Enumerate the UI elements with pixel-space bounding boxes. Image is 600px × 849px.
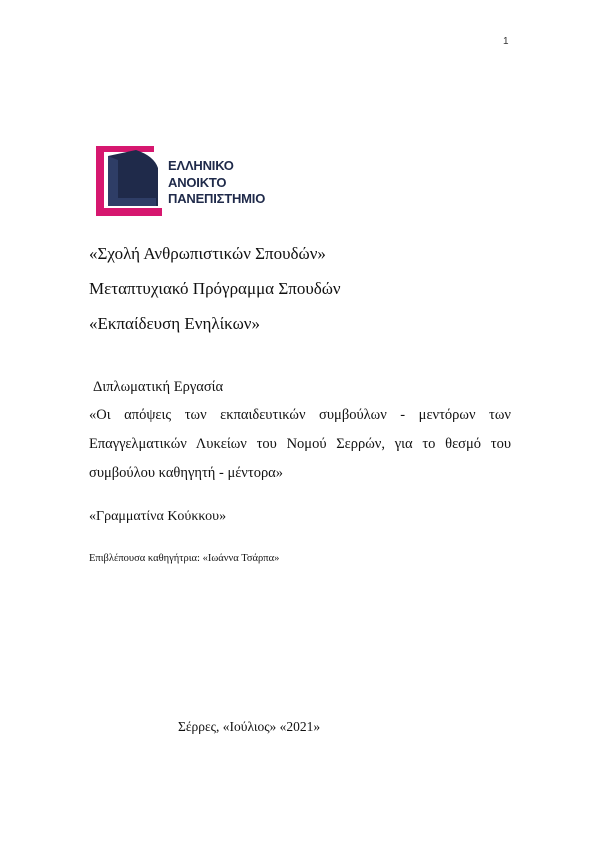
supervisor-line: Επιβλέπουσα καθηγήτρια: «Ιωάννα Τσάρπα» (89, 553, 280, 564)
logo-line-3: ΠΑΝΕΠΙΣΤΗΜΙΟ (168, 191, 266, 206)
page-number: 1 (503, 36, 509, 47)
logo-line-1: ΕΛΛΗΝΙΚΟ (168, 158, 234, 173)
logo-line-2: ΑΝΟΙΚΤΟ (168, 174, 227, 190)
thesis-title: «Οι απόψεις των εκπαιδευτικών συμβούλων - μεντόρων των Επαγγελματικών Λυκείων του Νομού Σερρών, για το θεσμό του συμβούλου καθηγητή - μέντορα» (89, 407, 511, 481)
logo-wordmark (168, 158, 265, 208)
program-name: Μεταπτυχιακό Πρόγραμμα Σπουδών (89, 279, 341, 298)
school-name: «Σχολή Ανθρωπιστικών Σπουδών» (89, 244, 326, 263)
thesis-label: Διπλωματική Εργασία (93, 379, 224, 395)
author-name: «Γραμματίνα Κούκκου» (89, 509, 227, 524)
logo-emblem-icon (96, 146, 162, 216)
course-name: «Εκπαίδευση Ενηλίκων» (89, 314, 260, 333)
university-logo (96, 146, 286, 216)
place-date: Σέρρες, «Ιούλιος» «2021» (178, 719, 321, 734)
